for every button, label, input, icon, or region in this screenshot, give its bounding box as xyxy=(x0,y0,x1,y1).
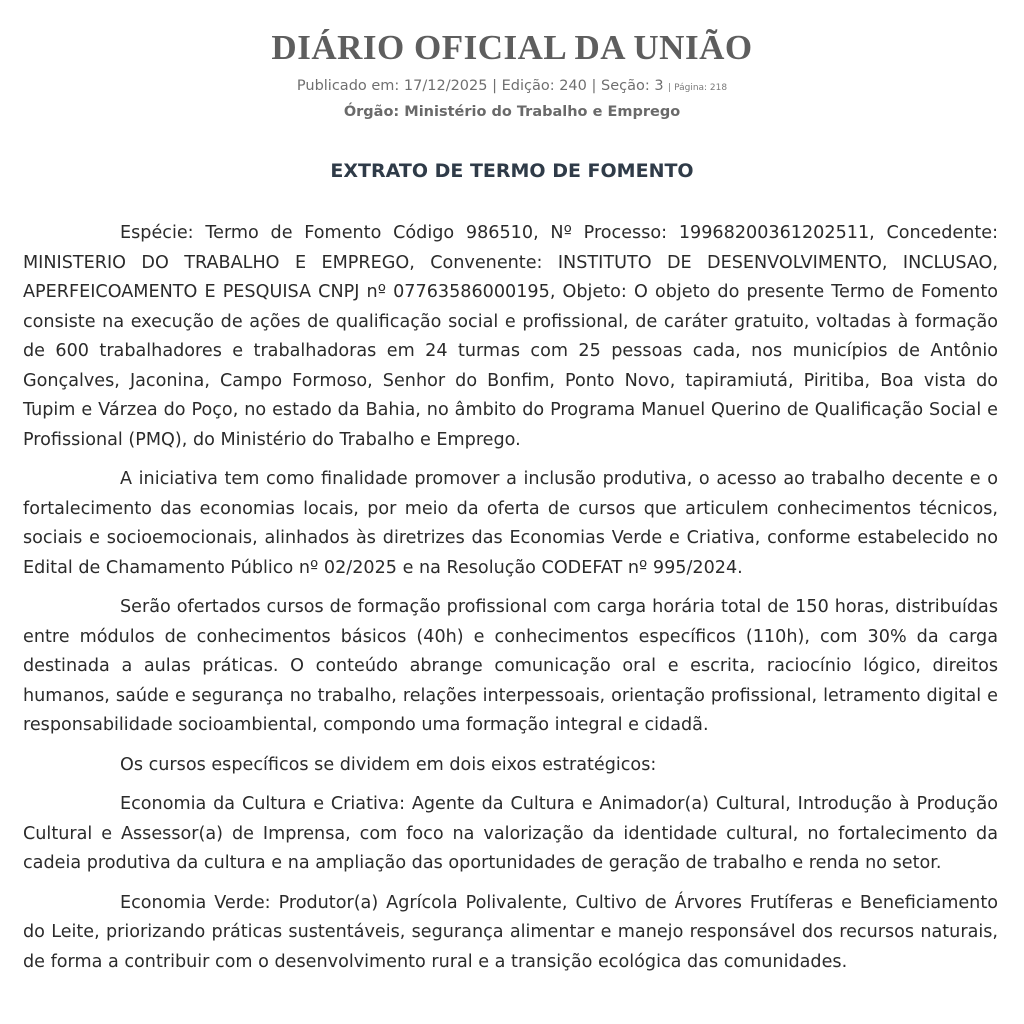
document-body xyxy=(23,219,998,987)
paragraph-cursos: Serão ofertados cursos de formação profissional com carga horária total de 150 horas, distribuídas entre módulos de conhecimentos básicos (40h) e conhecimentos específicos (110h), com 30% da carga destinada a aulas práticas. O conteúdo abrange comunicação oral e escrita, raciocínio lógico, direitos humanos, saúde e segurança no trabalho, relações interpessoais, orientação profissional, letramento digital e responsabilidade socioambiental, compondo uma formação integral e cidadã. xyxy=(23,597,998,735)
paragraph-eixos: Os cursos específicos se dividem em dois eixos estratégicos: xyxy=(120,754,657,775)
paragraph-economia-cultura: Economia da Cultura e Criativa: Agente da Cultura e Animador(a) Cultural, Introdução à Produção Cultural e Assessor(a) de Imprensa, com foco na valorização da identidade cultural, no fortalecimento da cadeia produtiva da cultura e na ampliação das oportunidades de geração de trabalho e renda no setor. xyxy=(23,794,998,873)
paragraph-especie: Espécie: Termo de Fomento Código 986510, Nº Processo: 19968200361202511, Concedente: MINISTERIO DO TRABALHO E EMPREGO, Convenente: INSTITUTO DE DESENVOLVIMENTO, INCLUSAO, APERFEICOAMENTO E PESQUISA CNPJ nº 07763586000195, Objeto: O objeto do presente Termo de Fomento consiste na execução de ações de qualificação social e profissional, de caráter gratuito, voltadas à formação de 600 trabalhadores e trabalhadoras em 24 turmas com 25 pessoas cada, nos municípios de Antônio Gonçalves, Jaconina, Campo Formoso, Senhor do Bonfim, Ponto Novo, tapiramiutá, Piritiba, Boa vista do Tupim e Várzea do Poço, no estado da Bahia, no âmbito do Programa Manuel Querino de Qualificação Social e Profissional (PMQ), do Ministério do Trabalho e Emprego. xyxy=(23,223,998,450)
publication-details: Publicado em: 17/12/2025 | Edição: 240 | Seção: 3 xyxy=(296,78,664,94)
paragraph-finalidade: A iniciativa tem como finalidade promover a inclusão produtiva, o acesso ao trabalho decente e o fortalecimento das economias locais, por meio da oferta de cursos que articulem conhecimentos técnicos, sociais e socioemocionais, alinhados às diretrizes das Economias Verde e Criativa, conforme estabelecido no Edital de Chamamento Público nº 02/2025 e na Resolução CODEFAT nº 995/2024. xyxy=(23,469,998,578)
publication-info xyxy=(0,76,1024,98)
document-title: EXTRATO DE TERMO DE FOMENTO xyxy=(330,160,694,182)
publication-title: DIÁRIO OFICIAL DA UNIÃO xyxy=(271,28,753,67)
page-number: | Página: 218 xyxy=(668,83,728,93)
issuing-body: Órgão: Ministério do Trabalho e Emprego xyxy=(343,104,681,120)
paragraph-economia-verde: Economia Verde: Produtor(a) Agrícola Polivalente, Cultivo de Árvores Frutíferas e Beneficiamento do Leite, priorizando práticas sustentáveis, segurança alimentar e manejo responsável dos recursos naturais, de forma a contribuir com o desenvolvimento rural e a transição ecológica das comunidades. xyxy=(23,892,998,972)
masthead xyxy=(0,26,1024,122)
